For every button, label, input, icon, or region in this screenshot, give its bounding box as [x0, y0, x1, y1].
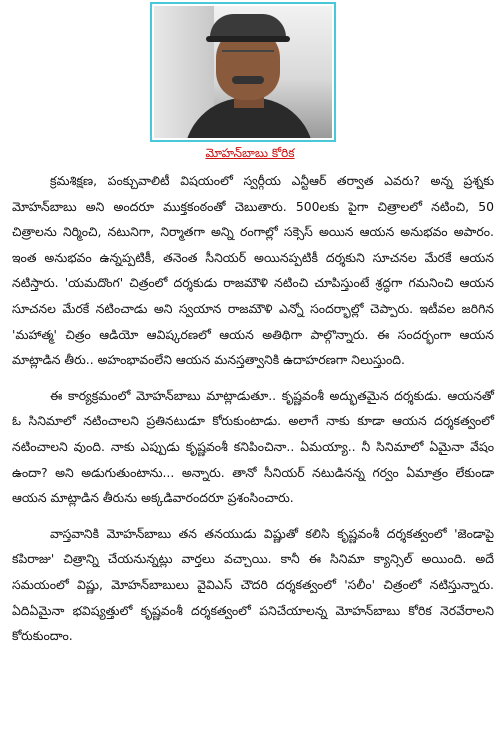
- article-photo: [150, 2, 336, 142]
- paragraph-2: ఈ కార్యక్రమంలో మోహన్‌బాబు మాట్లాడుతూ.. కృష్ణవంశీ అద్భుతమైన దర్శకుడు. ఆయనతో ఓ సినిమాలో నటించాలని ప్రతినటుడూ కోరుకుంటాడు. అలాగే నాకు కూడా ఆయన దర్శకత్వంలో నటించాలని వుంది. నాకు ఎప్పుడు కృష్ణవంశీ కనిపించినా.. ఏమయ్యా.. నీ సినిమాలో ఏమైనా వేషం ఉందా? అని అడుగుతుంటాను... అన్నారు. తానో సీనియర్ నటుడినన్న గర్వం ఏమాత్రం లేకుండా ఆయన మాట్లాడిన తీరును అక్కడివారందరూ ప్రశంసించారు.: [12, 387, 494, 506]
- paragraph-3: వాస్తవానికి మోహన్‌బాబు తన తనయుడు విష్ణుతో కలిసి కృష్ణవంశీ దర్శకత్వంలో 'జెండాపై కపిరాజు' చిత్రాన్ని చేయనున్నట్లు వార్తలు వచ్చాయి. కానీ ఈ సినిమా క్యాన్సిల్ అయింది. అదే సమయంలో విష్ణు, మోహన్‌బాబులు వైవిఎస్ చౌదరి దర్శకత్వంలో 'సలీం' చిత్రంలో నటిస్తున్నారు. ఏదిఏమైనా భవిష్యత్తులో కృష్ణవంశీ దర్శకత్వంలో పనిచేయాలన్న మోహన్‌బాబు కోరిక నెరవేరాలని కోరుకుందాం.: [12, 525, 494, 644]
- article-body: [12, 168, 494, 659]
- paragraph-1: క్రమశిక్షణ, పంక్చువాలిటీ విషయంలో స్వర్గీయ ఎన్టీఆర్ తర్వాత ఎవరు? అన్న ప్రశ్నకు మోహన్‌బాబు అని అందరూ ముక్తకంఠంతో చెబుతారు. 500లకు పైగా చిత్రాలలో నటించి, 50 చిత్రాలను నిర్మించి, నటునిగా, నిర్మాతగా అన్ని రంగాల్లో సక్సెస్ అయిన ఆయన అనుభవం అపారం. ఇంత అనుభవం ఉన్నప్పటికీ, తనెంత సీనియర్ అయినప్పటికీ దర్శకుని సూచనల మేరకే ఆయన నటిస్తారు. 'యమదొంగ' చిత్రంలో దర్శకుడు రాజమౌళి నటించి చూపిస్తుంటే శ్రద్ధగా గమనించి ఆయన సూచనల మేరకే నటించాడు అని స్వయాన రాజమౌళి ఎన్నో సందర్భాల్లో చెప్పారు. ఇటీవల జరిగిన 'మహాత్మ' చిత్రం ఆడియో ఆవిష్కరణలో ఆయన అతిథిగా పాల్గొన్నారు. ఈ సందర్భంగా ఆయన మాట్లాడిన తీరు.. అహంభావంలేని ఆయన మనస్తత్వానికి ఉదాహరణగా నిలుస్తుంది.: [12, 173, 494, 368]
- caption-text: మోహన్‌బాబు కోరిక: [205, 146, 295, 160]
- photo-caption: [0, 146, 500, 163]
- portrait-photo-icon: [154, 6, 332, 138]
